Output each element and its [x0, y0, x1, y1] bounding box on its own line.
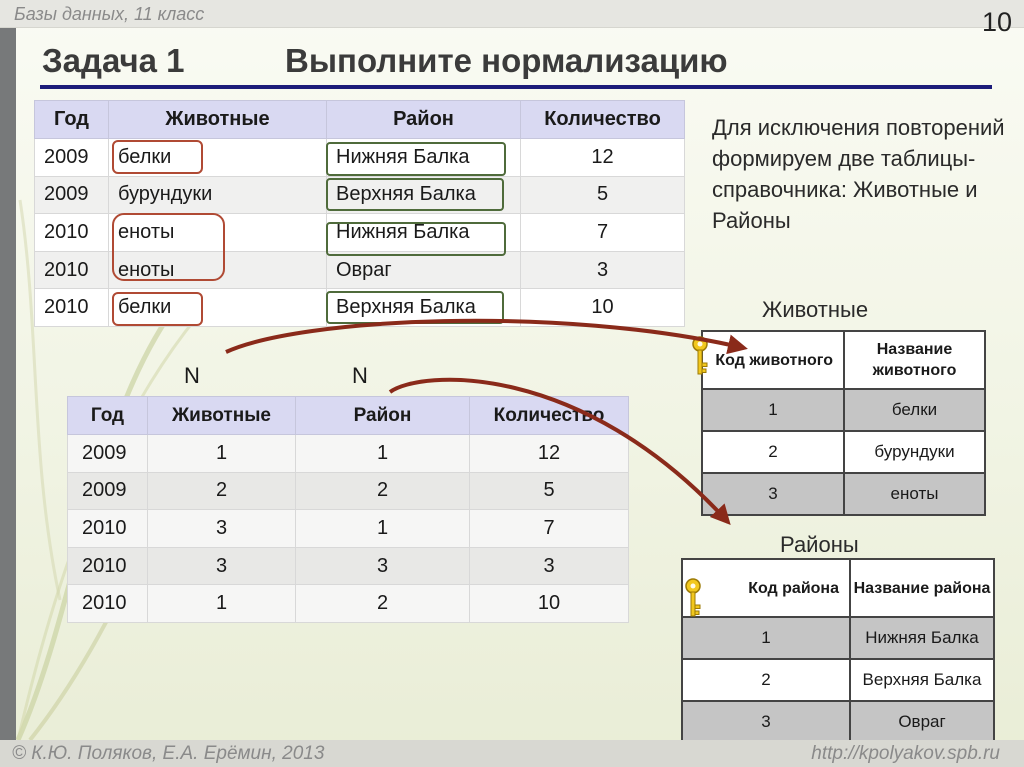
duplicate-highlight-belki-2: [112, 292, 203, 326]
column-header: Животные: [148, 397, 296, 435]
table-row: [68, 585, 629, 623]
table-row: [702, 473, 985, 515]
column-header: Год: [68, 397, 148, 435]
column-header: Количество: [470, 397, 629, 435]
year-cell: 2010: [68, 585, 148, 623]
animal-cell: еноты: [109, 251, 327, 289]
top-bar: [0, 0, 1024, 28]
table-header-row: [702, 331, 985, 389]
animal-code-cell: 3: [702, 473, 844, 515]
year-cell: 2010: [68, 510, 148, 548]
table-row: [68, 472, 629, 510]
year-cell: 2009: [35, 176, 109, 214]
count-cell: 7: [470, 510, 629, 548]
districts-ref-title: Районы: [780, 532, 859, 557]
animal-code-cell: 1: [702, 389, 844, 431]
page-number: 10: [981, 7, 1012, 37]
count-cell: 12: [470, 435, 629, 473]
animal-code-cell: 2: [148, 472, 296, 510]
table-row: [682, 617, 994, 659]
district-cell: Овраг: [327, 251, 521, 289]
left-decor-strip: [0, 28, 16, 740]
district-code-cell: 2: [296, 585, 470, 623]
course-label: Базы данных, 11 класс: [14, 4, 205, 24]
district-name-cell: Овраг: [850, 701, 994, 743]
duplicate-highlight-nizhnyaya-2: [326, 222, 506, 256]
count-cell: 12: [521, 139, 685, 177]
count-cell: 3: [470, 547, 629, 585]
table-header-row: [35, 101, 685, 139]
district-cell: Нижняя Балка: [327, 214, 521, 252]
animal-name-cell: еноты: [844, 473, 985, 515]
title-underline: [40, 85, 992, 89]
duplicate-highlight-nizhnyaya-1: [326, 142, 506, 176]
table-row: [68, 547, 629, 585]
district-code-cell: 3: [682, 701, 850, 743]
column-header: Код района: [682, 559, 850, 617]
animal-cell: белки: [109, 289, 327, 327]
district-code-cell: 1: [296, 510, 470, 548]
year-cell: 2010: [35, 214, 109, 252]
relation-label-district: N: [352, 363, 368, 388]
slide-title: Выполните нормализацию: [285, 42, 728, 79]
column-header: Название района: [850, 559, 994, 617]
column-header: Животные: [109, 101, 327, 139]
count-cell: 10: [470, 585, 629, 623]
count-cell: 10: [521, 289, 685, 327]
duplicate-highlight-belki-1: [112, 140, 203, 174]
site-url: http://kpolyakov.spb.ru: [811, 743, 1000, 764]
animal-name-cell: бурундуки: [844, 431, 985, 473]
duplicate-highlight-verkhnyaya-1: [326, 178, 504, 211]
districts-ref-table: [681, 558, 995, 744]
year-cell: 2009: [68, 472, 148, 510]
count-cell: 7: [521, 214, 685, 252]
year-cell: 2010: [35, 251, 109, 289]
table-row: [702, 431, 985, 473]
column-header: Год: [35, 101, 109, 139]
year-cell: 2009: [68, 435, 148, 473]
task-label: Задача 1: [42, 42, 185, 79]
district-cell: Нижняя Балка: [327, 139, 521, 177]
column-header: Количество: [521, 101, 685, 139]
primary-key-icon: [691, 336, 709, 376]
table-header-row: [68, 397, 629, 435]
district-cell: Верхняя Балка: [327, 176, 521, 214]
duplicate-highlight-enoty: [112, 213, 225, 281]
table-row: [68, 510, 629, 548]
normalized-table: [67, 396, 629, 623]
animal-code-cell: 1: [148, 585, 296, 623]
count-cell: 5: [470, 472, 629, 510]
animal-cell: белки: [109, 139, 327, 177]
table-row: [68, 435, 629, 473]
table-row: [682, 701, 994, 743]
animal-code-cell: 3: [148, 510, 296, 548]
animal-name-cell: белки: [844, 389, 985, 431]
district-code-cell: 2: [682, 659, 850, 701]
animals-ref-title: Животные: [762, 297, 869, 322]
district-code-cell: 2: [296, 472, 470, 510]
year-cell: 2009: [35, 139, 109, 177]
district-code-cell: 1: [682, 617, 850, 659]
column-header: Район: [327, 101, 521, 139]
animal-cell: еноты: [109, 214, 327, 252]
relation-label-animals: N: [184, 363, 200, 388]
primary-key-icon: [684, 578, 702, 618]
table-row: [702, 389, 985, 431]
count-cell: 5: [521, 176, 685, 214]
footer-bar: [0, 740, 1024, 767]
district-code-cell: 1: [296, 435, 470, 473]
table-header-row: [682, 559, 994, 617]
animals-ref-table: [701, 330, 986, 516]
animal-code-cell: 1: [148, 435, 296, 473]
animal-code-cell: 2: [702, 431, 844, 473]
column-header: Код животного: [702, 331, 844, 389]
table-row: [682, 659, 994, 701]
district-code-cell: 3: [296, 547, 470, 585]
district-name-cell: Нижняя Балка: [850, 617, 994, 659]
column-header: Название животного: [844, 331, 985, 389]
animal-code-cell: 3: [148, 547, 296, 585]
duplicate-highlight-verkhnyaya-2: [326, 291, 504, 324]
explanation-text: Для исключения повторений формируем две таблицы-справочника: Животные и Районы: [712, 115, 1005, 233]
district-name-cell: Верхняя Балка: [850, 659, 994, 701]
year-cell: 2010: [68, 547, 148, 585]
animal-cell: бурундуки: [109, 176, 327, 214]
district-cell: Верхняя Балка: [327, 289, 521, 327]
copyright-text: © К.Ю. Поляков, Е.А. Ерёмин, 2013: [12, 743, 325, 764]
count-cell: 3: [521, 251, 685, 289]
column-header: Район: [296, 397, 470, 435]
year-cell: 2010: [35, 289, 109, 327]
